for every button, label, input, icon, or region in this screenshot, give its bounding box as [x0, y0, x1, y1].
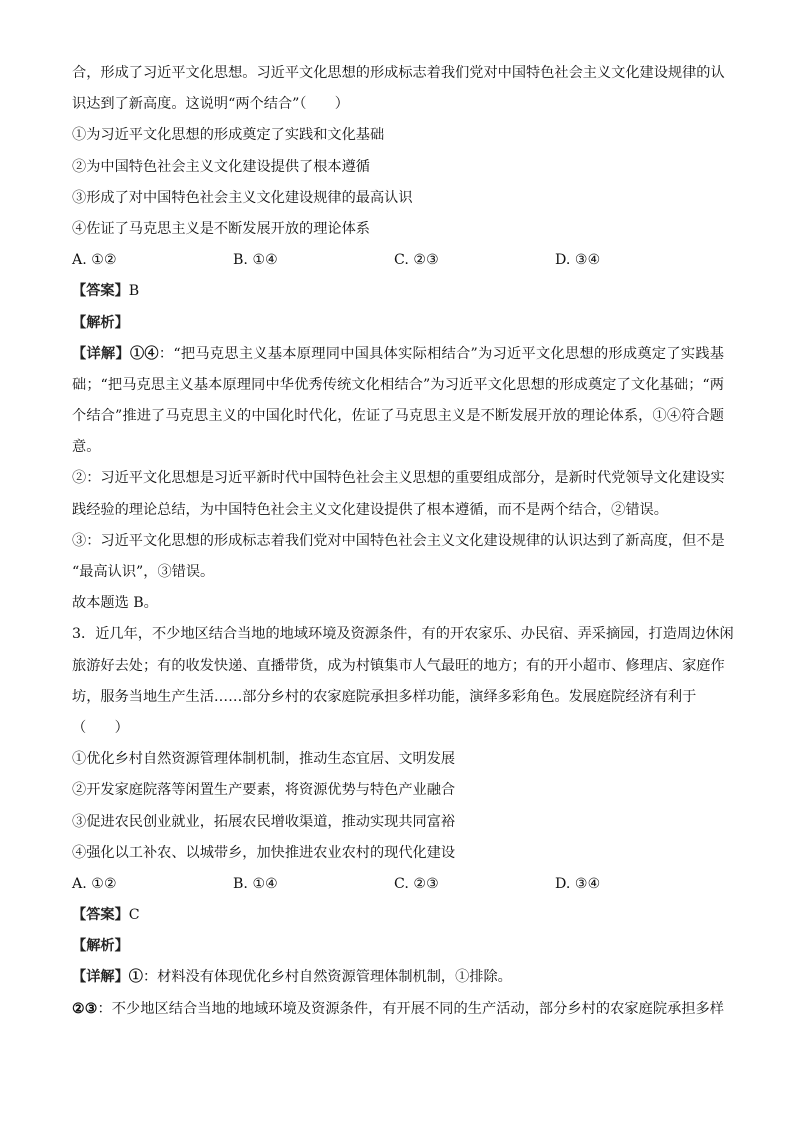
q2-option-d: D. ③④	[555, 252, 601, 269]
q3-stem-line: 旅游好去处；有的收发快递、直播带货，成为村镇集市人气最旺的地方；有的开小超市、修理店、家庭作	[72, 657, 725, 674]
q3-point23-line	[72, 994, 724, 1025]
q2-statement-3: ③形成了对中国特色社会主义文化建设规律的最高认识	[72, 189, 413, 206]
detail-text: ：“把马克思主义基本原理同中国具体实际相结合”为习近平文化思想的形成奠定了实践基	[158, 345, 724, 362]
q2-point3-line: “最高认识”，③错误。	[72, 564, 215, 580]
q3-statement-1: ①优化乡村自然资源管理体制机制，推动生态宜居、文明发展	[72, 751, 456, 768]
q3-stem-line: （ ）	[72, 719, 129, 736]
q3-stem-line: 3．近几年，不少地区结合当地的地域环境及资源条件，有的开农家乐、办民宿、弄采摘园，打造周边休闲	[72, 626, 734, 643]
detail-tag: 【详解】	[72, 345, 130, 362]
detail-tag: 【详解】	[72, 969, 129, 986]
q3-option-c: C. ②③	[394, 875, 439, 892]
detail-text: ：不少地区结合当地的地域环境及资源条件，有开展不同的生产活动，部分乡村的农家庭院承担多样	[97, 1000, 724, 1017]
q2-point3-line: ③：习近平文化思想的形成标志着我们党对中国特色社会主义文化建设规律的认识达到了新高度，但不是	[72, 532, 725, 549]
detail-marker: ②③	[72, 1000, 98, 1017]
q3-detail-line	[72, 962, 724, 993]
q3-analysis-tag: 【解析】	[72, 938, 129, 955]
detail-text: ：材料没有体现优化乡村自然资源管理体制机制，①排除。	[142, 969, 512, 986]
q3-option-a: A. ①②	[72, 875, 117, 892]
q3-option-d: D. ③④	[555, 875, 601, 892]
q2-stem-line: 识达到了新高度。这说明“两个结合”（ ）	[72, 96, 349, 113]
q3-statement-3: ③促进农民创业就业，拓展农民增收渠道，推动实现共同富裕	[72, 813, 456, 830]
q3-statement-2: ②开发家庭院落等闲置生产要素，将资源优势与特色产业融合	[72, 782, 456, 799]
q3-options	[72, 869, 724, 900]
q2-analysis-tag: 【解析】	[72, 314, 129, 331]
q2-option-a: A. ①②	[72, 252, 117, 269]
q2-options	[72, 245, 724, 276]
detail-marker: ①	[128, 969, 143, 986]
q2-statement-1: ①为习近平文化思想的形成奠定了实践和文化基础	[72, 127, 385, 144]
q3-answer	[72, 900, 724, 931]
q2-answer	[72, 276, 724, 307]
detail-marker: ①④	[129, 345, 159, 362]
q2-option-b: B. ①④	[233, 252, 278, 269]
q2-point2-line: 践经验的理论总结，为中国特色社会主义文化建设提供了根本遵循，而不是两个结合，②错误。	[72, 501, 668, 518]
q2-detail-line: 础；“把马克思主义基本原理同中华优秀传统文化相结合”为习近平文化思想的形成奠定了文化基础；“两	[72, 376, 724, 393]
answer-value: C	[128, 907, 140, 924]
q3-option-b: B. ①④	[233, 875, 278, 892]
q2-conclusion: 故本题选 B。	[72, 595, 158, 612]
q2-detail-line: 个结合”推进了马克思主义的中国化时代化，佐证了马克思主义是不断发展开放的理论体系，①④符合题	[72, 408, 724, 425]
q2-option-c: C. ②③	[394, 252, 439, 269]
q2-detail-line: 意。	[72, 439, 101, 456]
q3-stem-line: 坊，服务当地生产生活……部分乡村的农家庭院承担多样功能，演绎多彩角色。发展庭院经济有利于	[72, 688, 697, 705]
answer-tag: 【答案】	[72, 283, 129, 300]
document-page	[72, 58, 734, 1025]
q2-stem-line: 合，形成了习近平文化思想。习近平文化思想的形成标志着我们党对中国特色社会主义文化建设规律的认	[72, 65, 725, 81]
q2-point2-line: ②：习近平文化思想是习近平新时代中国特色社会主义思想的重要组成部分，是新时代党领导文化建设实	[72, 470, 725, 487]
answer-tag: 【答案】	[72, 907, 129, 924]
q2-statement-4: ④佐证了马克思主义是不断发展开放的理论体系	[72, 220, 370, 237]
q2-detail-line	[72, 339, 724, 370]
q2-statement-2: ②为中国特色社会主义文化建设提供了根本遵循	[72, 158, 370, 175]
q3-statement-4: ④强化以工补农、以城带乡，加快推进农业农村的现代化建设	[72, 844, 456, 861]
answer-value: B	[128, 283, 140, 300]
